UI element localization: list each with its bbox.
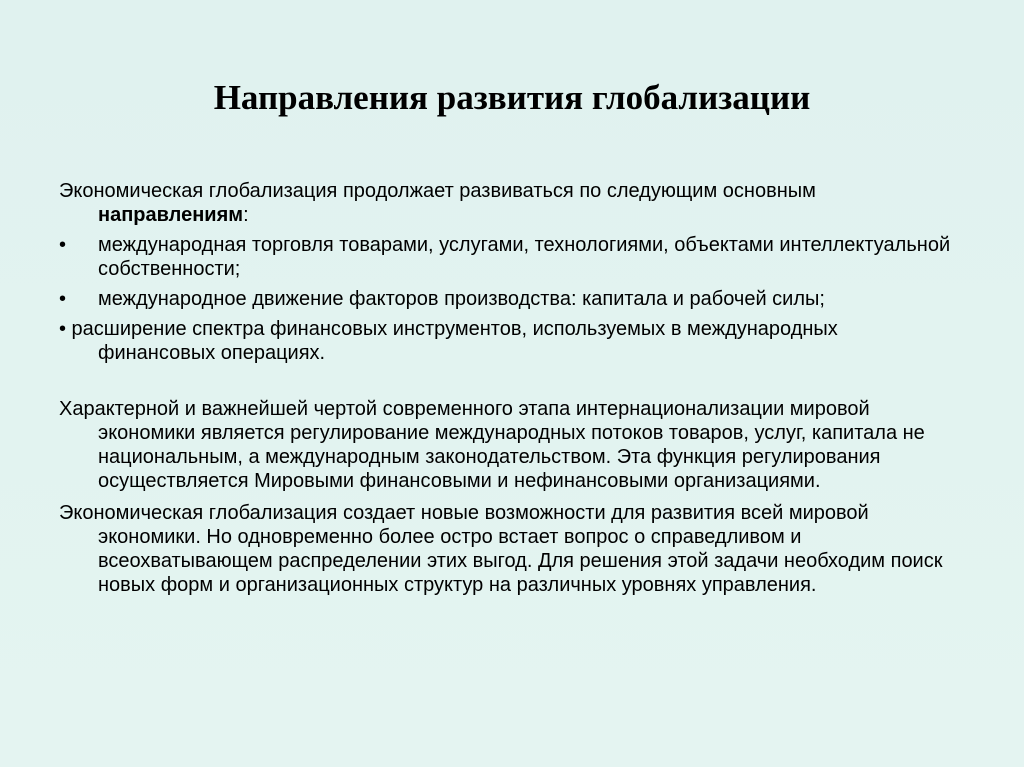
slide-body <box>59 179 959 597</box>
intro-paragraph <box>59 179 959 227</box>
bullet-marker: • <box>59 234 67 256</box>
bullet-text: международная торговля товарами, услугами, технологиями, объектами интеллектуальной собственности; <box>98 234 951 280</box>
intro-text: Экономическая глобализация продолжает развиваться по следующим основным <box>59 180 816 202</box>
intro-tail: : <box>243 204 249 226</box>
bullet-text: международное движение факторов производства: капитала и рабочей силы; <box>98 288 825 310</box>
paragraph-opportunities: Экономическая глобализация создает новые возможности для развития всей мировой экономики. Но одновременно более остро встает вопрос о справедливом и всеохватывающем распределении этих выгод. Для решения этой задачи необходим поиск новых форм и организационных структур на различных уровнях управления. <box>59 502 943 596</box>
slide-title: Направления развития глобализации <box>213 78 811 117</box>
intro-bold-word: направлениям <box>98 204 244 226</box>
paragraph-regulation: Характерной и важнейшей чертой современного этапа интернационализации мировой экономики является регулирование международных потоков товаров, услуг, капитала не национальным, а международным законодательством. Эта функция регулирования осуществляется Мировыми финансовыми и нефинансовыми организациями. <box>59 398 925 492</box>
inline-bullet-item: • расширение спектра финансовых инструментов, используемых в международных финансовых операциях. <box>59 318 838 364</box>
bullet-marker: • <box>59 288 67 310</box>
bullet-item <box>59 287 959 311</box>
bullet-item <box>59 233 959 281</box>
